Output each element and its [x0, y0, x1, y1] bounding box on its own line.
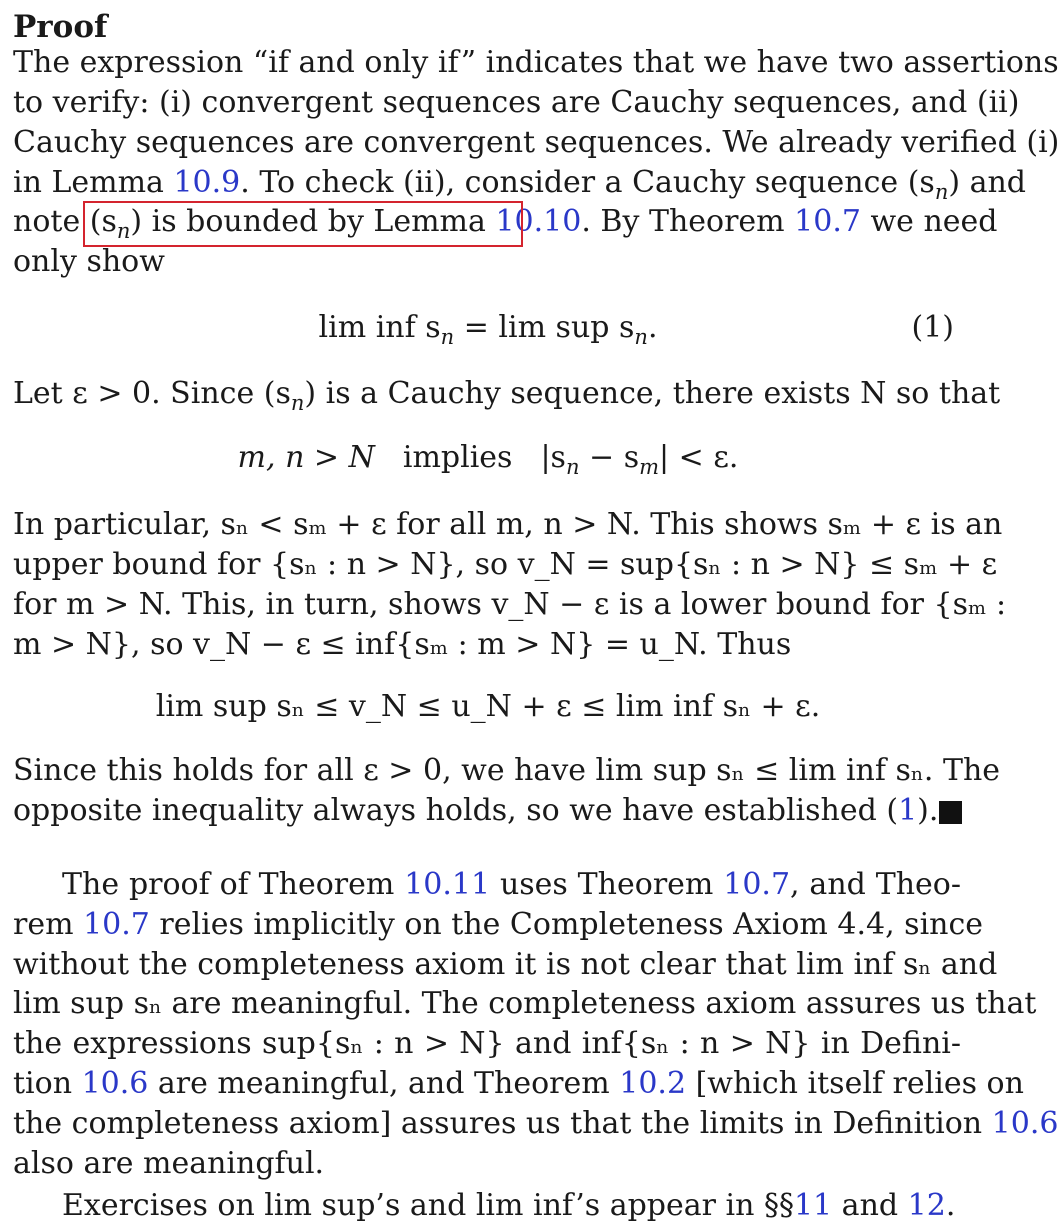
math-text: | < ε. [659, 440, 739, 476]
text-segment: , and Theo- [790, 867, 961, 902]
text-segment: we need [860, 204, 998, 240]
text-segment: relies implicitly on the Completeness Axiom 4.4, since [149, 906, 984, 942]
proof-line-2: to verify: (i) convergent sequences are Cauchy sequences, and (ii) [13, 85, 1020, 121]
remark-line-1 [62, 867, 961, 903]
ref-theorem-10-7[interactable]: 10.7 [83, 906, 150, 942]
proof-line-11: Since this holds for all ε > 0, we have lim sup sₙ ≤ lim inf sₙ. The [13, 753, 1001, 789]
subscript: n [934, 179, 949, 204]
proof-line-4 [13, 164, 1026, 204]
ref-lemma-10-10[interactable]: 10.10 [495, 204, 582, 240]
math-text: . [647, 310, 658, 346]
subscript: n [565, 455, 580, 480]
ref-definition-10-6[interactable]: 10.6 [81, 1065, 149, 1101]
remark-line-7 [13, 1105, 1059, 1142]
subscript: n [290, 390, 305, 415]
text-segment: ). [917, 793, 939, 829]
proof-line-12 [13, 793, 938, 829]
math-text: − s [579, 440, 640, 476]
text-segment: . [945, 1187, 956, 1223]
ref-theorem-10-7[interactable]: 10.7 [794, 204, 861, 240]
text-segment: opposite inequality always holds, so we have established ( [13, 793, 899, 829]
subscript: n [440, 325, 455, 350]
ref-equation-1[interactable]: 1 [898, 793, 918, 829]
text-segment: [which itself relies on [686, 1065, 1024, 1101]
ref-theorem-10-7[interactable]: 10.7 [723, 867, 791, 902]
remark-line-3: without the completeness axiom it is not clear that lim inf sₙ and [13, 946, 998, 982]
math-text: = lim sup s [454, 310, 635, 346]
text-segment: rem [13, 906, 84, 942]
exercises-line [62, 1188, 955, 1224]
ref-lemma-10-9[interactable]: 10.9 [173, 164, 241, 200]
proof-line-1: The expression “if and only if” indicates that we have two assertions [13, 45, 1059, 81]
subscript: n [634, 325, 648, 350]
ref-section-12[interactable]: 12 [907, 1187, 946, 1223]
cauchy-line [13, 376, 1000, 414]
proof-line-8: upper bound for {sₙ : n > N}, so v_N = sup{sₙ : n > N} ≤ sₘ + ε [13, 547, 998, 583]
highlight-box [83, 201, 523, 247]
remark-line-6 [13, 1065, 1024, 1102]
proof-line-3: Cauchy sequences are convergent sequences. We already verified (i) [13, 124, 1059, 160]
text-segment: tion [13, 1065, 82, 1101]
math-text: m, n > N [237, 440, 375, 476]
text-segment: in Lemma [13, 164, 174, 200]
text-segment: Let ε > 0. Since (s [13, 375, 291, 411]
text-segment: . To check (ii), consider a Cauchy sequence (s [240, 164, 935, 200]
text-segment: (s [89, 204, 117, 240]
remark-line-2 [13, 906, 984, 943]
ref-section-11[interactable]: 11 [793, 1187, 833, 1223]
text-segment: are meaningful, and Theorem [148, 1065, 620, 1101]
remark-line-5: the expressions sup{sₙ : n > N} and inf{sₙ : n > N} in Defini- [13, 1026, 961, 1062]
text-segment: ) is a Cauchy sequence, there exists N so that [304, 375, 1001, 411]
math-text: lim inf s [318, 310, 441, 346]
remark-line-8: also are meaningful. [13, 1145, 325, 1181]
equation-3: lim sup sₙ ≤ v_N ≤ u_N + ε ≤ lim inf sₙ + ε. [155, 689, 821, 725]
text-segment: The proof of Theorem [62, 867, 405, 902]
text-segment: and [832, 1187, 908, 1223]
text-segment: ) and [948, 164, 1026, 200]
text-segment: uses Theorem [490, 867, 724, 902]
proof-line-9: for m > N. This, in turn, shows v_N − ε is a lower bound for {sₘ : [13, 586, 1007, 622]
ref-theorem-10-2[interactable]: 10.2 [619, 1065, 687, 1101]
math-text: |s [540, 440, 566, 476]
equation-number: (1) [911, 310, 954, 346]
math-word: implies [402, 440, 513, 476]
remark-line-4: lim sup sₙ are meaningful. The completeness axiom assures us that [13, 986, 1037, 1022]
subscript: m [639, 455, 660, 480]
ref-definition-10-6[interactable]: 10.6 [991, 1105, 1059, 1141]
text-segment: By Theorem [590, 204, 795, 240]
proof-line-7: In particular, sₙ < sₘ + ε for all m, n > N. This shows sₘ + ε is an [13, 507, 1003, 543]
text-segment: . [581, 204, 591, 240]
equation-1 [0, 310, 976, 348]
proof-heading: Proof [13, 9, 108, 46]
qed-symbol [939, 801, 962, 824]
proof-line-6: only show [13, 244, 165, 280]
text-segment: note [13, 204, 90, 240]
text-segment: the completeness axiom] assures us that the limits in Definition [13, 1105, 992, 1141]
text-segment: Exercises on lim sup’s and lim inf’s appear in §§ [62, 1187, 794, 1223]
equation-2 [0, 440, 976, 478]
proof-line-10: m > N}, so v_N − ε ≤ inf{sₘ : m > N} = u_N. Thus [13, 626, 792, 662]
text-segment: ) is bounded by Lemma [130, 204, 496, 240]
ref-theorem-10-11[interactable]: 10.11 [404, 867, 491, 902]
subscript: n [116, 219, 131, 244]
